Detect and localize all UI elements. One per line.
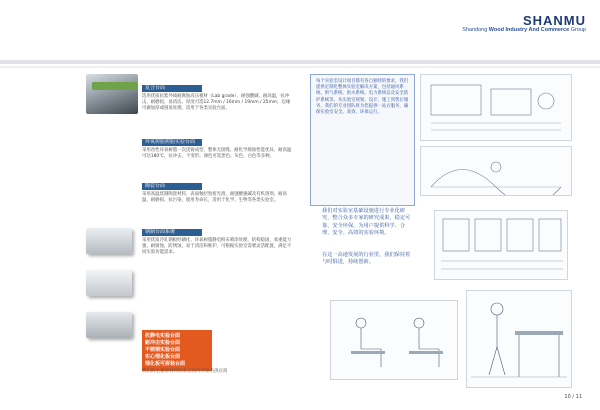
section-title: 复合台面 bbox=[142, 85, 202, 92]
product-item: 理化板可拼装台面 bbox=[145, 361, 186, 367]
section-composite bbox=[142, 74, 292, 113]
section-title: 环氧树脂树脂实验台面 bbox=[142, 139, 202, 146]
header-band-2 bbox=[0, 66, 600, 68]
reach-diagram bbox=[434, 210, 568, 280]
ergonomic-diagram-top bbox=[420, 74, 572, 141]
brand-tagline: Shandong Wood Industry And Commerce Group bbox=[462, 27, 586, 33]
countertop-image-1 bbox=[86, 74, 138, 114]
countertop-image-2 bbox=[92, 82, 138, 90]
ergonomic-diagram-mid bbox=[420, 146, 572, 196]
info-box bbox=[310, 74, 415, 206]
countertop-image-5 bbox=[86, 312, 132, 338]
header bbox=[0, 0, 600, 52]
product-item: 抗静电实验台面 bbox=[145, 333, 181, 339]
section-body: 选用优质抗紫外线耐腐蚀高压板材（Lab grade），耐强酸碱，耐高温，抗冲击，耐磨损，易清洁。厚度可选12.7mm / 16mm / 19mm / 25mm，边缘可做加厚或圆角处理，适用于各类实验台面。 bbox=[142, 94, 291, 112]
diagram-svg-standing bbox=[467, 291, 571, 387]
diagram-svg-top bbox=[421, 75, 571, 140]
section-title: 钢制台面系统 bbox=[142, 229, 202, 236]
diagram-svg-mid bbox=[421, 147, 571, 195]
blue-paragraph-2: 在这一高速发展的行业里，我们保持着与时俱进，持续创新。 bbox=[322, 252, 411, 266]
product-item: 耐冲击实验台面 bbox=[145, 340, 181, 346]
info-text: 每个实验室设计项目都有各自独特的要求，我们提供定制化整体实验室解决方案，包括通风系统、供气系统、供水系统、电力系统以及安全防护系统等。从实验室规划、设计、施工到售后服务，我们的专业团队将为您提供一站式服务，确保实验室安全、高效、环保运行。 bbox=[316, 79, 409, 116]
page-number: 10 / 11 bbox=[564, 394, 582, 400]
section-title: 陶瓷台面 bbox=[142, 183, 202, 190]
countertop-image-3 bbox=[86, 228, 132, 254]
section-body: 采用优质冷轧钢板经磷化、环氧树脂静电粉末喷涂处理，结构稳固，承重能力强，耐腐蚀，防锈蚀，易于清洁和维护。可根据实验室需要灵活配置，满足不同实验功能需求。 bbox=[142, 238, 292, 256]
product-item: 实心理化板台面 bbox=[145, 354, 181, 360]
standing-posture-diagram bbox=[466, 290, 572, 388]
section-epoxy bbox=[142, 128, 292, 160]
blue-paragraph-1: 我们对实验室基础设施进行专业化研究，整合众多专家的研究成果，稳定可靠，安全环保，为用户提供科学、合理、安全、高效的实验环境。 bbox=[322, 208, 411, 237]
header-band bbox=[0, 60, 600, 64]
diagram-svg-reach bbox=[435, 211, 567, 279]
section-body: 采用高温烧制陶瓷材料，表面釉层致密光滑，耐强酸强碱及有机溶剂，耐高温、耐磨损、抗污染，使用寿命长，适用于化学、生物等各类实验室。 bbox=[142, 192, 287, 204]
section-ceramic bbox=[142, 172, 292, 204]
section-steel bbox=[142, 218, 292, 257]
footnote: 我们的主要原材料均来自国内外知名供应商 bbox=[142, 369, 228, 374]
product-list-box bbox=[142, 330, 212, 371]
seated-posture-diagram bbox=[330, 300, 458, 380]
section-body: 采用改性环氧树脂一次浇铸成型，整体无接缝，耐化学腐蚀性能优异，耐高温可达180℃，抗冲击，不变形。颜色可选黑色、灰色、白色等多种。 bbox=[142, 148, 292, 160]
countertop-image-4 bbox=[86, 270, 132, 296]
brand-logo: SHANMU bbox=[522, 13, 586, 28]
diagram-svg-seated bbox=[331, 301, 457, 379]
product-item: 不锈钢实验台面 bbox=[145, 347, 181, 353]
